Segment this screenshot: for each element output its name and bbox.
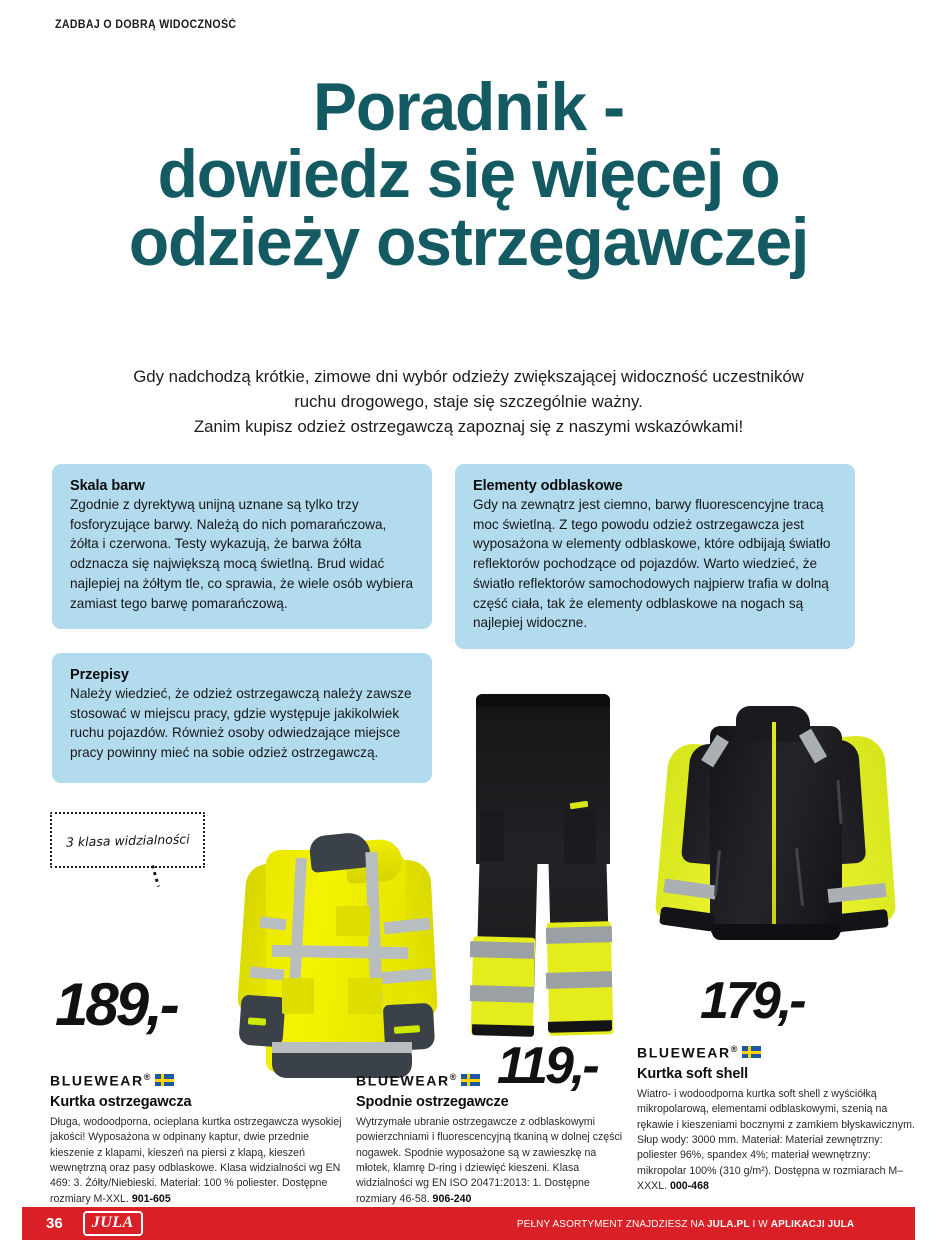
trousers-right-cuff (548, 1020, 612, 1033)
page-title-line-1: Poradnik - (313, 69, 624, 145)
product-description-text: Wytrzymałe ubranie ostrzegawcze z odblaskowymi powierzchniami i fluorescencyjną tkaniną w dolnej części nogawek. Spodnie wyposażone są w zawieszkę na młotek, klamrę D-ring i dziewięć kieszeni. Klasa widzialności wg EN ISO 20471:2013: 1. Dostępne rozmiary 46-58. (356, 1115, 623, 1205)
product-image-spodnie-ostrzegawcze (464, 694, 624, 1054)
trousers-waistband (476, 694, 610, 707)
product-article-number: 901-605 (131, 1192, 171, 1205)
page-number: 36 (46, 1215, 63, 1232)
brand-logo-bluewear (50, 1072, 350, 1089)
product-card-kurtka-ostrzegawcza (50, 1072, 350, 1207)
price-kurtka-soft-shell: 179,- (700, 972, 804, 1030)
jacket-accent-tab (248, 1017, 266, 1025)
price-kurtka-ostrzegawcza: 189,- (55, 971, 177, 1038)
product-description (637, 1087, 922, 1195)
trousers-left-cuff (472, 1024, 534, 1037)
brand-name: BLUEWEAR® (637, 1044, 738, 1061)
trousers-reflective-band (470, 941, 534, 959)
footer-tagline-app: APLIKACJI JULA (770, 1217, 855, 1230)
jacket-chest-pocket (336, 906, 370, 936)
trousers-reflective-band (546, 971, 612, 989)
brand-registered-mark: ® (143, 1072, 151, 1082)
info-box-przepisy (52, 653, 432, 783)
swedish-flag-icon (461, 1074, 480, 1086)
brand-logo-bluewear (356, 1072, 631, 1089)
page-footer (22, 1207, 915, 1240)
trousers-cargo-pocket (480, 810, 504, 862)
softshell-front-zip (772, 722, 776, 934)
trousers-reflective-band (470, 985, 534, 1003)
product-card-kurtka-soft-shell (637, 1044, 922, 1195)
product-description (356, 1115, 631, 1208)
brand-registered-mark: ® (730, 1044, 738, 1054)
product-image-kurtka-ostrzegawcza (224, 818, 457, 1093)
jacket-collar (308, 831, 371, 873)
trousers-cargo-pocket (564, 810, 596, 864)
info-box-skala-barw (52, 464, 432, 629)
product-name: Kurtka ostrzegawcza (50, 1093, 192, 1110)
intro-line-3: Zanim kupisz odzież ostrzegawczą zapoznaj się z naszymi wskazówkami! (193, 417, 744, 437)
brand-registered-mark: ® (449, 1072, 457, 1082)
jacket-reflective-stripe (272, 1042, 412, 1053)
page-title-line-3: odzieży ostrzegawczej (128, 203, 809, 280)
page-title-line-2: dowiedz się więcej o (157, 136, 780, 213)
softshell-hem (712, 924, 840, 940)
footer-tagline-site: JULA.PL (706, 1217, 750, 1230)
product-description-text: Długa, wodoodporna, ocieplana kurtka ostrzegawcza wysokiej jakości! Wyposażona w odpinany kaptur, dwie przednie kieszenie z klapami, kieszeń na piersi z klapą, kieszeń wewnętrzną oraz pasy odblaskowe. Klasa widzialności wg EN 469: 3. Żółty/Niebieski. Materiał: 100 % poliester. Dostępne rozmiary M-XXL. (50, 1115, 342, 1205)
product-name: Spodnie ostrzegawcze (356, 1093, 509, 1110)
jacket-front-pocket (282, 978, 314, 1014)
product-article-number: 000-468 (669, 1180, 709, 1193)
intro-paragraph (78, 364, 859, 440)
product-article-number: 906-240 (432, 1192, 472, 1205)
product-description-text: Wiatro- i wodoodporna kurtka soft shell z wyściółką mikropolarową, elementami odblaskowymi, szenią na rękawie i kieszeniami bocznymi z zamkiem błyskawicznym. Słup wody: 3000 mm. Materiał: Materiał zewnętrzny: poliester 96%, spandex 4%; materiał wewnętrzny: mikropolar 100% (310 g/m²). Dostępna w rozmiarach M–XXXL. (637, 1087, 915, 1193)
product-name: Kurtka soft shell (637, 1065, 749, 1082)
info-box-body: Zgodnie z dyrektywą unijną uznane są tylko trzy fosforyzujące barwy. Należą do nich pomarańczowa, żółta i czerwona. Testy wykazują, że barwa żółta odznacza się największą mocą świetlną. Brud widać najlepiej na żółtym tle, co sprawia, że wiele osób wybiera zamiast tego barwę pomarańczową. (70, 497, 414, 611)
intro-line-1: Gdy nadchodzą krótkie, zimowe dni wybór odzieży zwiększającej widoczność uczestników (133, 367, 804, 386)
jacket-front-pocket (348, 978, 382, 1014)
product-card-spodnie-ostrzegawcze (356, 1072, 631, 1207)
price-spodnie-ostrzegawcze: 119,- (497, 1037, 597, 1095)
trousers-reflective-band (546, 926, 612, 944)
info-box-title: Skala barw (70, 478, 145, 494)
badge-border (50, 812, 205, 868)
badge-label: 3 klasa widzialności (65, 830, 190, 850)
swedish-flag-icon (742, 1046, 761, 1058)
product-description (50, 1115, 350, 1208)
brand-logo-bluewear (637, 1044, 922, 1061)
info-box-title: Elementy odblaskowe (473, 478, 623, 494)
footer-tagline-part: I W (749, 1217, 771, 1230)
visibility-class-badge (50, 812, 205, 868)
brand-name: BLUEWEAR® (356, 1072, 457, 1089)
intro-line-2: ruchu drogowego, staje się szczególnie ważny. (294, 392, 643, 412)
info-box-body: Należy wiedzieć, że odzież ostrzegawczą należy zawsze stosować w miejscu pracy, gdzie występuje jakikolwiek ruchu pojazdów. Również osoby odwiedzające miejsce pracy powinny mieć na sobie odzież ostrzegawczą. (70, 686, 412, 761)
brand-name: BLUEWEAR® (50, 1072, 151, 1089)
page-eyebrow: ZADBAJ O DOBRĄ WIDOCZNOŚĆ (55, 19, 237, 31)
swedish-flag-icon (155, 1074, 174, 1086)
product-image-kurtka-soft-shell (648, 700, 913, 968)
info-box-body: Gdy na zewnątrz jest ciemno, barwy fluorescencyjne tracą moc świetlną. Z tego powodu odzież ostrzegawcza jest wyposażona w elementy odblaskowe, które odbijają światło reflektorów pochodzące od pojazdów. Warto wiedzieć, że światło reflektorów samochodowych najpierw trafia w dolną część ciała, tak że elementy odblaskowe na nogach są najlepiej widoczne. (473, 497, 831, 631)
jacket-reflective-stripe (272, 945, 408, 959)
footer-tagline (517, 1218, 854, 1230)
info-box-elementy-odblaskowe (455, 464, 855, 649)
info-box-title: Przepisy (70, 667, 129, 683)
jula-logo: JULA (83, 1211, 143, 1236)
footer-tagline-part: PEŁNY ASORTYMENT ZNAJDZIESZ NA (516, 1217, 707, 1230)
badge-pointer (151, 865, 160, 887)
page-title (0, 69, 937, 280)
